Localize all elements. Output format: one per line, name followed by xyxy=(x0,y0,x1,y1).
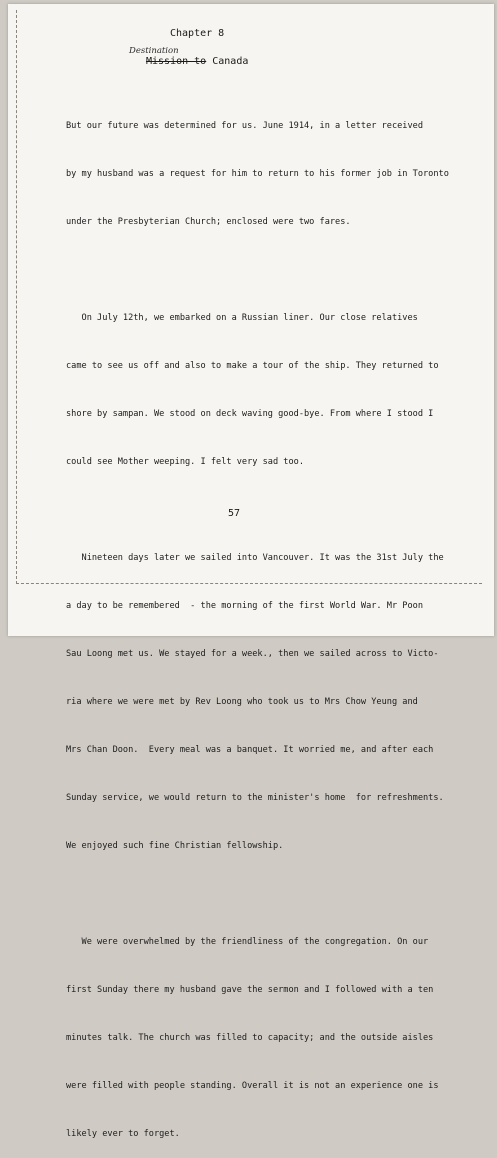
text-line: came to see us off and also to make a tour of the ship. They returned to xyxy=(66,361,439,371)
text-line xyxy=(66,262,466,278)
struck-text: Mission to xyxy=(146,56,207,67)
text-line: could see Mother weeping. I felt very sad too. xyxy=(66,457,304,467)
text-line: On July 12th, we embarked on a Russian liner. Our close relatives xyxy=(66,313,418,323)
handwritten-correction: Destination xyxy=(129,46,179,56)
left-margin-line xyxy=(16,10,17,584)
text-line: Sau Loong met us. We stayed for a week., then we sailed across to Victo- xyxy=(66,649,439,659)
text-line: Mrs Chan Doon. Every meal was a banquet. It worried me, and after each xyxy=(66,745,434,755)
text-line xyxy=(66,886,466,902)
text-line: likely ever to forget. xyxy=(66,1129,180,1139)
subtitle-text: Canada xyxy=(212,56,249,67)
chapter-subtitle xyxy=(146,56,248,67)
text-line: ria where we were met by Rev Loong who took us to Mrs Chow Yeung and xyxy=(66,697,418,707)
text-line: were filled with people standing. Overall it is not an experience one is xyxy=(66,1081,439,1091)
text-line: But our future was determined for us. June 1914, in a letter received xyxy=(66,121,423,131)
text-line: We enjoyed such fine Christian fellowship. xyxy=(66,841,284,851)
body-text xyxy=(66,86,466,1158)
text-line: Sunday service, we would return to the minister's home for refreshments. xyxy=(66,793,444,803)
page-number: 57 xyxy=(228,508,241,519)
text-line xyxy=(66,502,466,518)
text-line: shore by sampan. We stood on deck waving good-bye. From where I stood I xyxy=(66,409,434,419)
text-line: a day to be remembered - the morning of the first World War. Mr Poon xyxy=(66,601,423,611)
text-line: We were overwhelmed by the friendliness of the congregation. On our xyxy=(66,937,429,947)
chapter-title: Chapter 8 xyxy=(170,28,225,39)
text-line: by my husband was a request for him to return to his former job in Toronto xyxy=(66,169,449,179)
text-line: first Sunday there my husband gave the sermon and I followed with a ten xyxy=(66,985,434,995)
text-line: Nineteen days later we sailed into Vancouver. It was the 31st July the xyxy=(66,553,444,563)
text-line: under the Presbyterian Church; enclosed were two fares. xyxy=(66,217,351,227)
text-line: minutes talk. The church was filled to capacity; and the outside aisles xyxy=(66,1033,434,1043)
